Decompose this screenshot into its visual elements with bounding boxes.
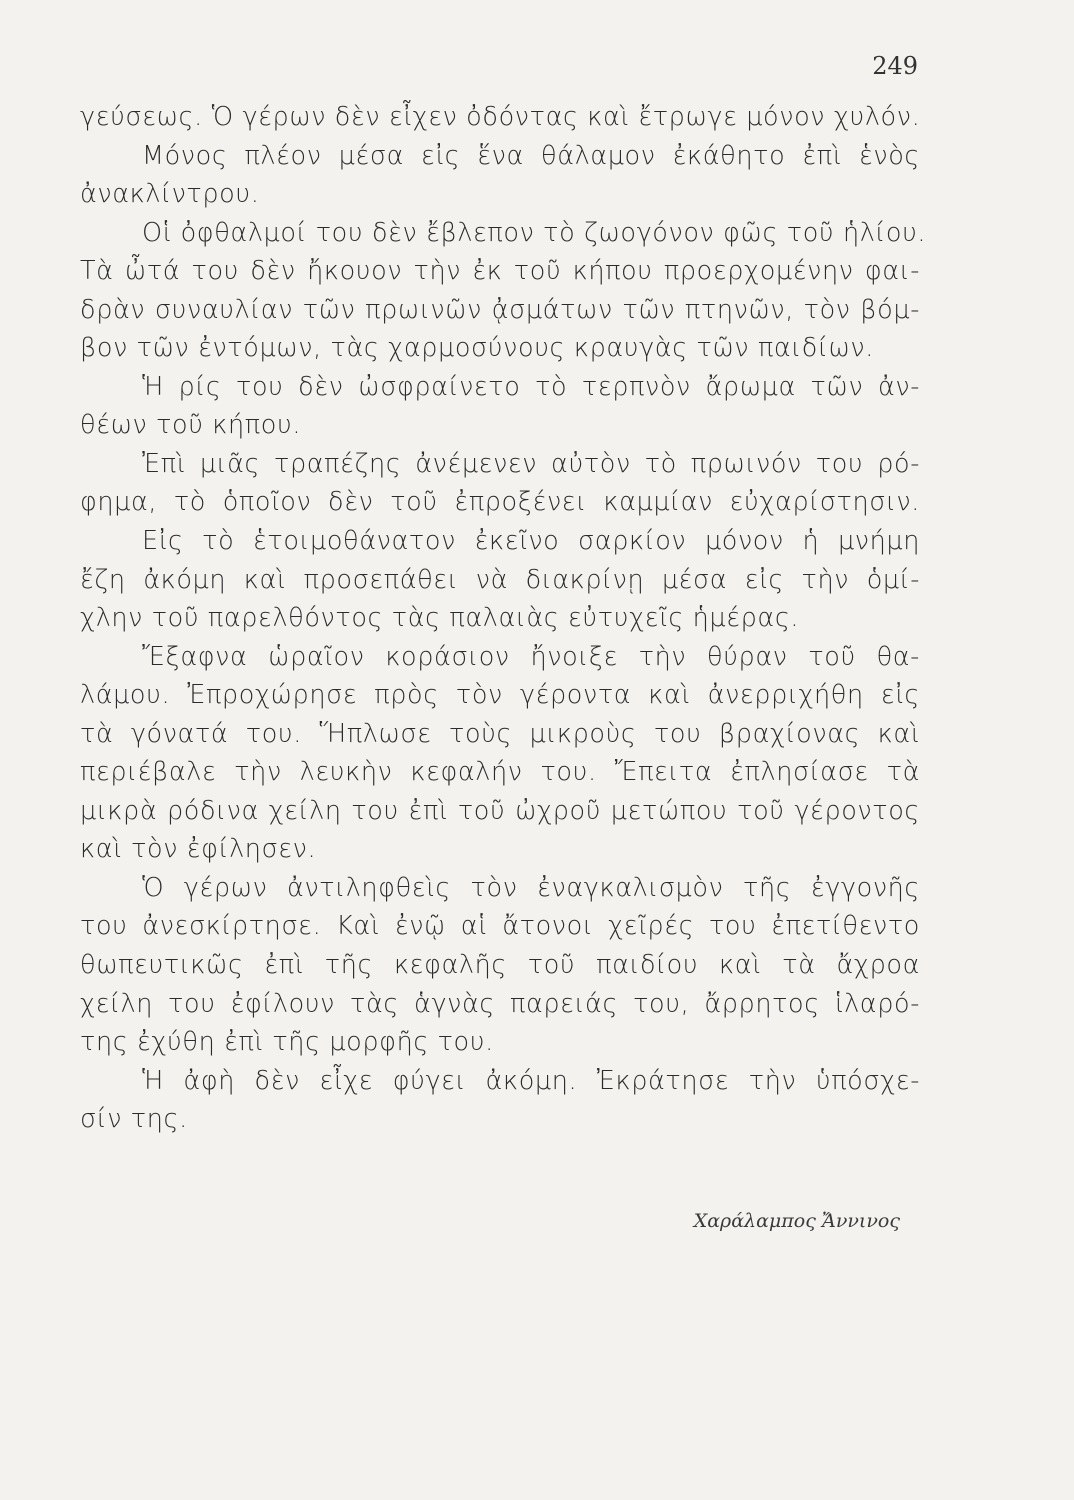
text-line: περιέβαλε τὴν λευκὴν κεφαλήν του. Ἔπειτα ἐπλησίασε τὰ (80, 757, 920, 788)
text-line: Εἰς τὸ ἑτοιμοθάνατον ἐκεῖνο σαρκίον μόνον ἡ μνήμη (142, 526, 920, 557)
text-line: μικρὰ ρόδινα χείλη του ἐπὶ τοῦ ὠχροῦ μετώπου τοῦ γέροντος (80, 795, 920, 826)
text-line: λάμου. Ἐπροχώρησε πρὸς τὸν γέροντα καὶ ἀνερριχήθη εἰς (80, 680, 920, 711)
text-line: βον τῶν ἐντόμων, τὰς χαρμοσύνους κραυγὰς τῶν παιδίων. (80, 333, 874, 364)
text-line: χλην τοῦ παρελθόντος τὰς παλαιὰς εὐτυχεῖς ἡμέρας. (80, 603, 800, 634)
text-line: χείλη του ἐφίλουν τὰς ἁγνὰς παρειάς του, ἄρρητος ἱλαρό- (80, 988, 920, 1019)
text-line: Μόνος πλέον μέσα εἰς ἕνα θάλαμον ἐκάθητο ἐπὶ ἑνὸς (142, 140, 920, 171)
text-line: δρὰν συναυλίαν τῶν πρωινῶν ᾀσμάτων τῶν πτηνῶν, τὸν βόμ- (80, 294, 920, 325)
text-line: γεύσεως. Ὁ γέρων δὲν εἶχεν ὀδόντας καὶ ἔτρωγε μόνον χυλόν. (80, 102, 921, 132)
text-line: Τὰ ὦτά του δὲν ἤκουον τὴν ἐκ τοῦ κήπου προερχομένην φαι- (80, 256, 920, 287)
text-line: Οἱ ὀφθαλμοί του δὲν ἔβλεπον τὸ ζωογόνον φῶς τοῦ ἡλίου. (142, 217, 927, 248)
text-line: θέων τοῦ κήπου. (80, 410, 302, 441)
page-number: 249 (872, 52, 918, 80)
text-line: καὶ τὸν ἐφίλησεν. (80, 834, 317, 865)
body-text (80, 98, 927, 1139)
text-line: τὰ γόνατά του. Ἥπλωσε τοὺς μικροὺς του βραχίονας καὶ (80, 718, 920, 749)
text-line: ἔζη ἀκόμη καὶ προσεπάθει νὰ διακρίνῃ μέσα εἰς τὴν ὁμί- (80, 564, 920, 595)
text-line: του ἀνεσκίρτησε. Καὶ ἐνῷ αἱ ἄτονοι χεῖρές του ἐπετίθεντο (80, 911, 920, 942)
text-line: ἀνακλίντρου. (80, 179, 260, 210)
text-line: της ἐχύθη ἐπὶ τῆς μορφῆς του. (80, 1027, 494, 1058)
text-line: Ὁ γέρων ἀντιληφθεὶς τὸν ἐναγκαλισμὸν τῆς ἐγγονῆς (142, 872, 920, 903)
text-line: Ἡ ρίς του δὲν ὠσφραίνετο τὸ τερπνὸν ἄρωμα τῶν ἀν- (142, 371, 920, 402)
text-line: φημα, τὸ ὁποῖον δὲν τοῦ ἐπροξένει καμμίαν εὐχαρίστησιν. (80, 487, 920, 518)
text-line: Ἔξαφνα ὡραῖον κοράσιον ἤνοιξε τὴν θύραν τοῦ θα- (142, 641, 920, 672)
text-line: θωπευτικῶς ἐπὶ τῆς κεφαλῆς τοῦ παιδίου καὶ τὰ ἄχροα (80, 950, 920, 981)
text-line: σίν της. (80, 1104, 188, 1135)
text-line: Ἐπὶ μιᾶς τραπέζης ἀνέμενεν αὐτὸν τὸ πρωινόν του ρό- (142, 448, 920, 479)
author-signature: Χαράλαμπος Ἄννινος (693, 1210, 900, 1232)
text-line: Ἡ ἀφὴ δὲν εἶχε φύγει ἀκόμη. Ἐκράτησε τὴν ὑπόσχε- (142, 1065, 920, 1096)
